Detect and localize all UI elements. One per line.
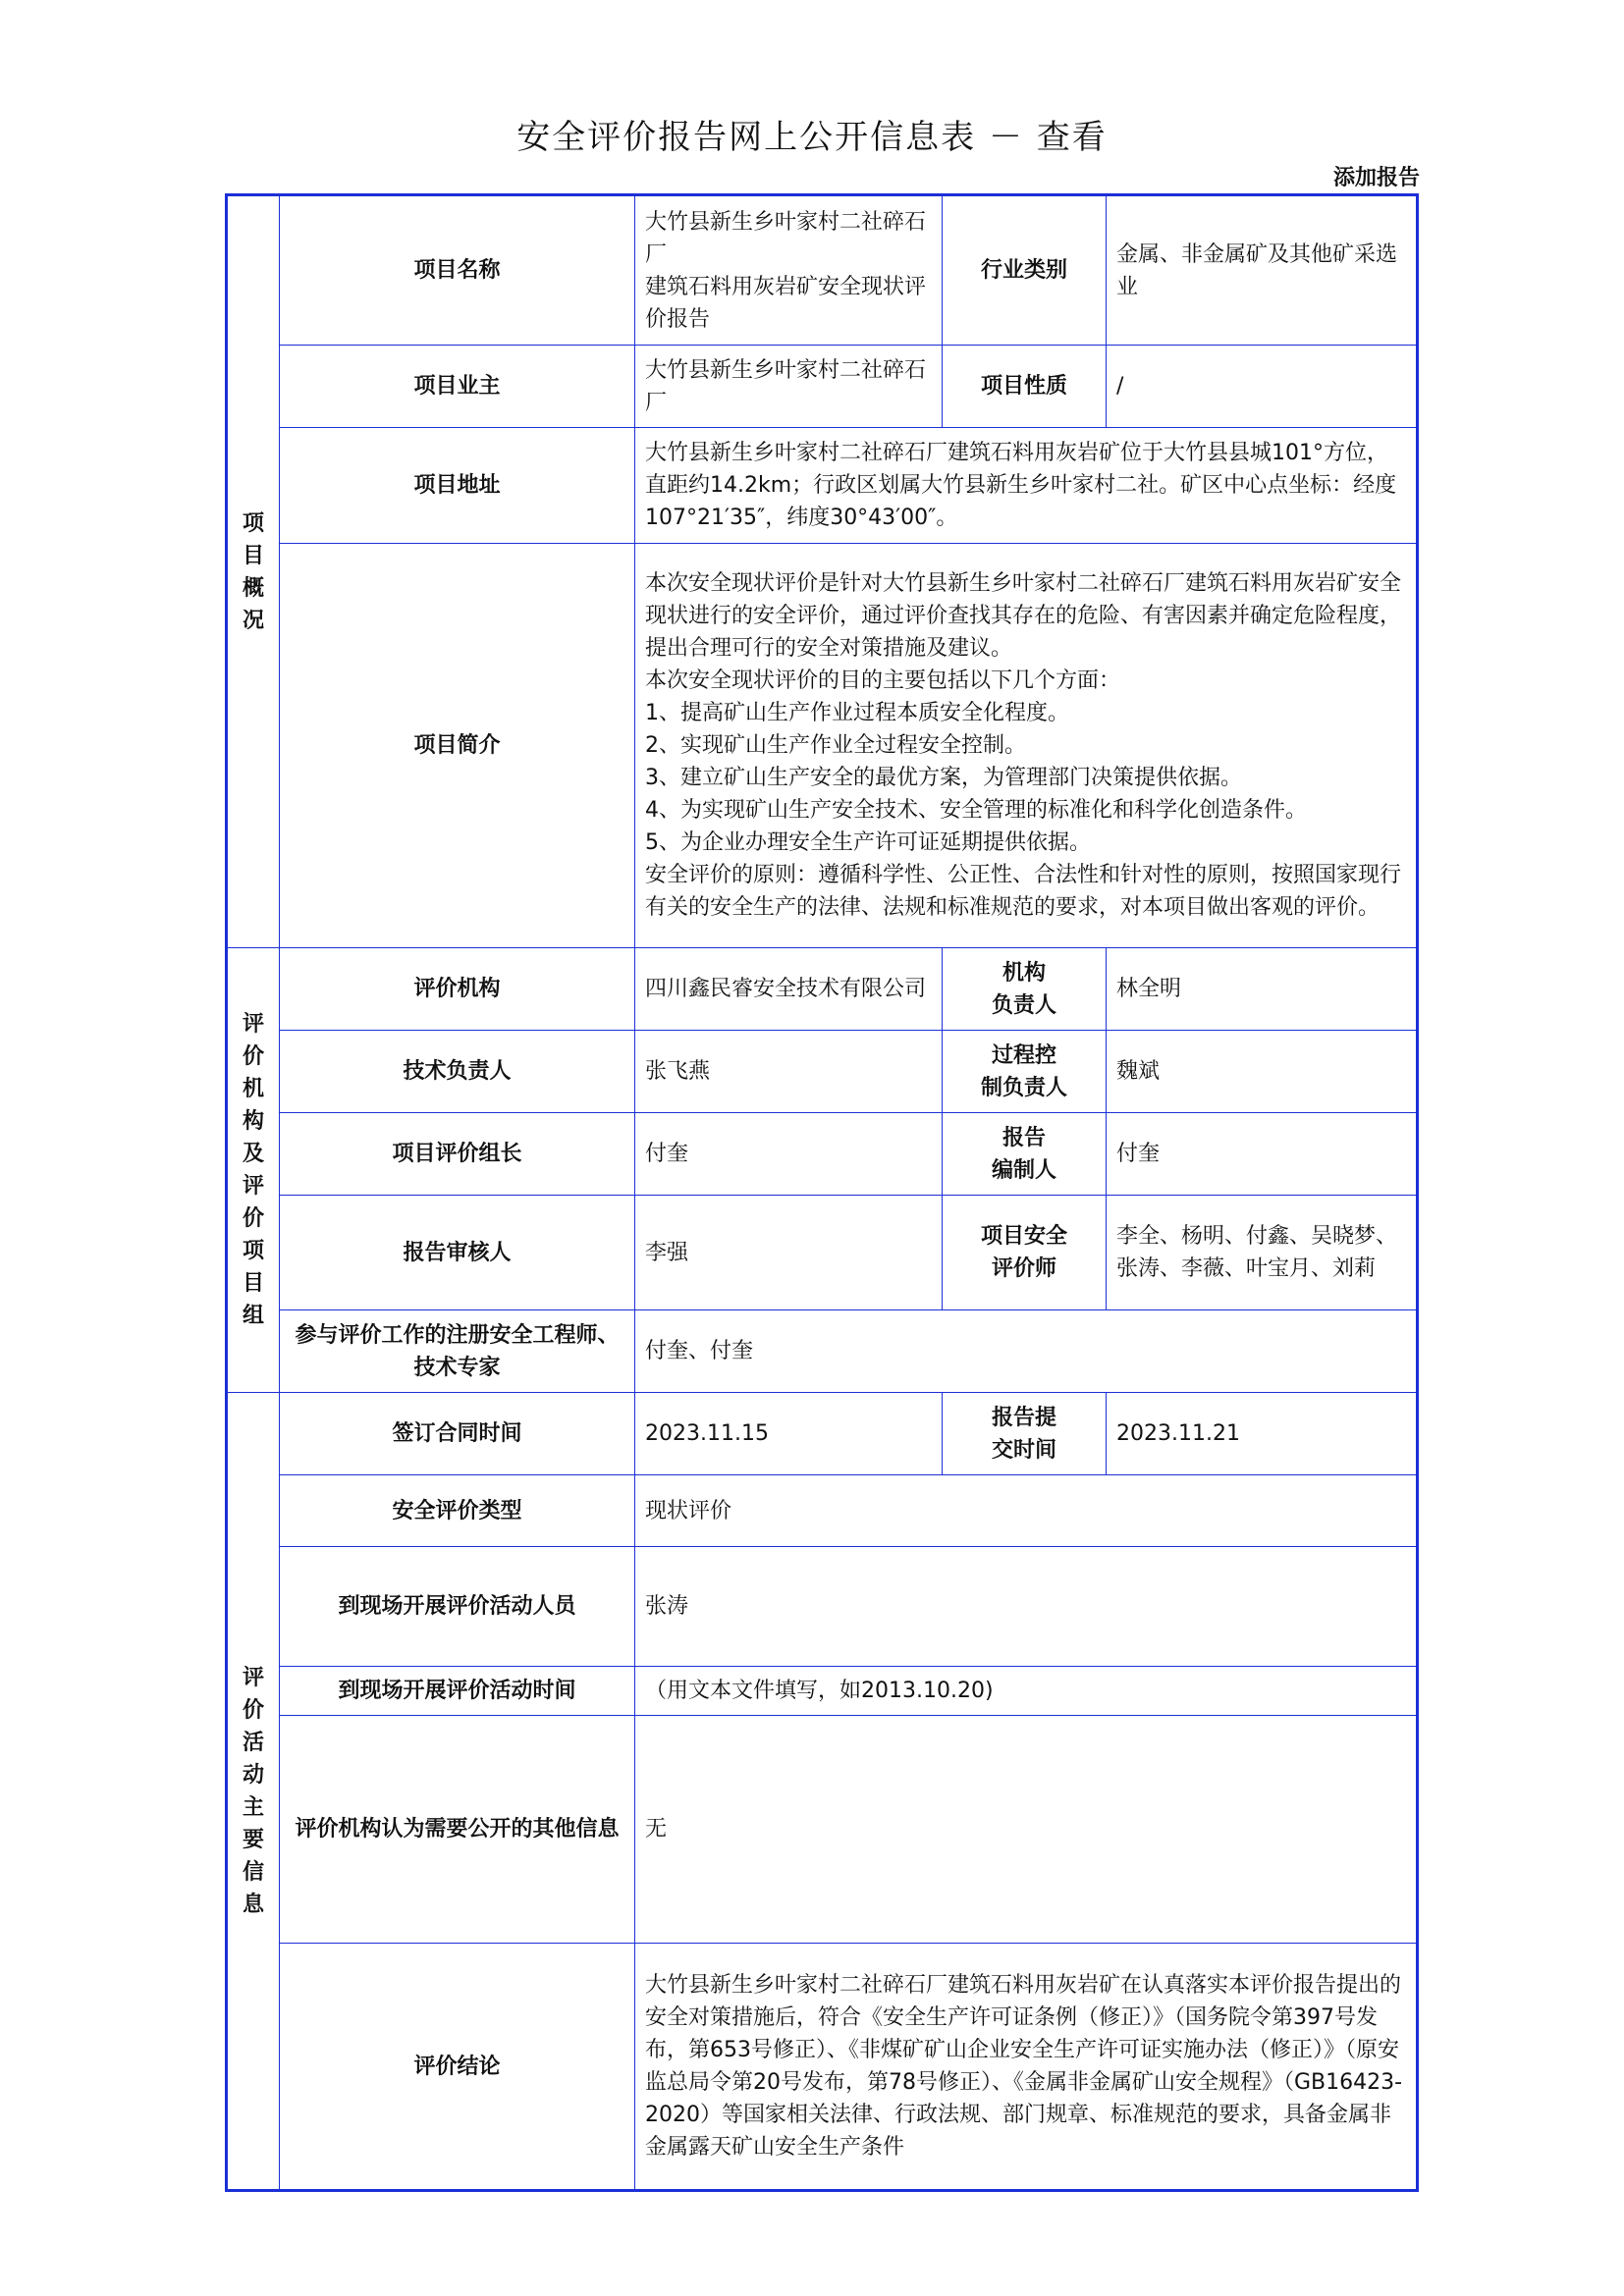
table-row: [227, 1393, 1418, 1475]
table-row: [227, 1547, 1418, 1667]
eval-type-value: 现状评价: [635, 1475, 1418, 1547]
project-nature-value: /: [1107, 346, 1418, 428]
eval-type-label: 安全评价类型: [280, 1475, 635, 1547]
table-row: [227, 1716, 1418, 1944]
process-lead-value: 魏斌: [1107, 1031, 1418, 1113]
report-editor-value: 付奎: [1107, 1113, 1418, 1196]
table-row: [227, 1475, 1418, 1547]
contract-date-value: 2023.11.15: [635, 1393, 943, 1475]
submit-date-label: 报告提 交时间: [943, 1393, 1107, 1475]
safety-assessors-value: 李全、杨明、付鑫、吴晓梦、张涛、李薇、叶宝月、刘莉: [1107, 1196, 1418, 1310]
agency-head-value: 林全明: [1107, 948, 1418, 1031]
tech-lead-value: 张飞燕: [635, 1031, 943, 1113]
project-intro-value: 本次安全现状评价是针对大竹县新生乡叶家村二社碎石厂建筑石料用灰岩矿安全现状进行的安全评价，通过评价查找其存在的危险、有害因素并确定危险程度，提出合理可行的安全对策措施及建议。 本次安全现状评价的目的主要包括以下几个方面： 1、提高矿山生产作业过程本质安全化程度。 2、实现矿山生产作业全过程安全控制。 3、建立矿山生产安全的最优方案，为管理部门决策提供依据。 4、为实现矿山生产安全技术、安全管理的标准化和科学化创造条件。 5、为企业办理安全生产许可证延期提供依据。 安全评价的原则：遵循科学性、公正性、合法性和针对性的原则，按照国家现行有关的安全生产的法律、法规和标准规范的要求，对本项目做出客观的评价。: [635, 544, 1418, 948]
table-row: [227, 428, 1418, 544]
table-row: [227, 1113, 1418, 1196]
project-name-label: 项目名称: [280, 195, 635, 346]
table-row: [227, 1944, 1418, 2191]
industry-value: 金属、非金属矿及其他矿采选业: [1107, 195, 1418, 346]
team-leader-label: 项目评价组长: [280, 1113, 635, 1196]
page-title: 安全评价报告网上公开信息表 － 查看: [516, 118, 1108, 157]
table-row: [227, 1031, 1418, 1113]
section-activity-label: 评 价 活 动 主 要 信 息: [227, 1393, 280, 2191]
contract-date-label: 签订合同时间: [280, 1393, 635, 1475]
engineers-label: 参与评价工作的注册安全工程师、技术专家: [280, 1310, 635, 1393]
table-row: [227, 346, 1418, 428]
agency-label: 评价机构: [280, 948, 635, 1031]
industry-label: 行业类别: [943, 195, 1107, 346]
team-leader-value: 付奎: [635, 1113, 943, 1196]
onsite-time-value: （用文本文件填写，如2013.10.20): [635, 1667, 1418, 1716]
project-owner-label: 项目业主: [280, 346, 635, 428]
project-address-label: 项目地址: [280, 428, 635, 544]
report-editor-label: 报告 编制人: [943, 1113, 1107, 1196]
section-overview-label: 项 目 概 况: [227, 195, 280, 948]
other-info-value: 无: [635, 1716, 1418, 1944]
report-reviewer-label: 报告审核人: [280, 1196, 635, 1310]
table-row: [227, 1310, 1418, 1393]
table-row: [227, 948, 1418, 1031]
table-row: [227, 1667, 1418, 1716]
agency-head-label: 机构 负责人: [943, 948, 1107, 1031]
project-nature-label: 项目性质: [943, 346, 1107, 428]
conclusion-value: 大竹县新生乡叶家村二社碎石厂建筑石料用灰岩矿在认真落实本评价报告提出的安全对策措施后，符合《安全生产许可证条例（修正）》（国务院令第397号发布，第653号修正）、《非煤矿矿山企业安全生产许可证实施办法（修正）》（原安监总局令第20号发布，第78号修正）、《金属非金属矿山安全规程》（GB16423-2020）等国家相关法律、行政法规、部门规章、标准规范的要求，具备金属非金属露天矿山安全生产条件: [635, 1944, 1418, 2191]
section-org-label: 评 价 机 构 及 评 价 项 目 组: [227, 948, 280, 1393]
conclusion-label: 评价结论: [280, 1944, 635, 2191]
project-intro-label: 项目简介: [280, 544, 635, 948]
onsite-staff-value: 张涛: [635, 1547, 1418, 1667]
project-name-value: 大竹县新生乡叶家村二社碎石厂 建筑石料用灰岩矿安全现状评价报告: [635, 195, 943, 346]
safety-assessors-label: 项目安全 评价师: [943, 1196, 1107, 1310]
project-owner-value: 大竹县新生乡叶家村二社碎石厂: [635, 346, 943, 428]
submit-date-value: 2023.11.21: [1107, 1393, 1418, 1475]
table-row: [227, 195, 1418, 346]
add-report-link[interactable]: 添加报告: [1332, 166, 1420, 190]
process-lead-label: 过程控 制负责人: [943, 1031, 1107, 1113]
report-reviewer-value: 李强: [635, 1196, 943, 1310]
info-table: [225, 193, 1419, 2192]
engineers-value: 付奎、付奎: [635, 1310, 1418, 1393]
onsite-staff-label: 到现场开展评价活动人员: [280, 1547, 635, 1667]
onsite-time-label: 到现场开展评价活动时间: [280, 1667, 635, 1716]
project-address-value: 大竹县新生乡叶家村二社碎石厂建筑石料用灰岩矿位于大竹县县城101°方位，直距约14.2km；行政区划属大竹县新生乡叶家村二社。矿区中心点坐标：经度107°21′35″，纬度30°43′00″。: [635, 428, 1418, 544]
other-info-label: 评价机构认为需要公开的其他信息: [280, 1716, 635, 1944]
table-row: [227, 544, 1418, 948]
table-row: [227, 1196, 1418, 1310]
agency-value: 四川鑫民睿安全技术有限公司: [635, 948, 943, 1031]
tech-lead-label: 技术负责人: [280, 1031, 635, 1113]
